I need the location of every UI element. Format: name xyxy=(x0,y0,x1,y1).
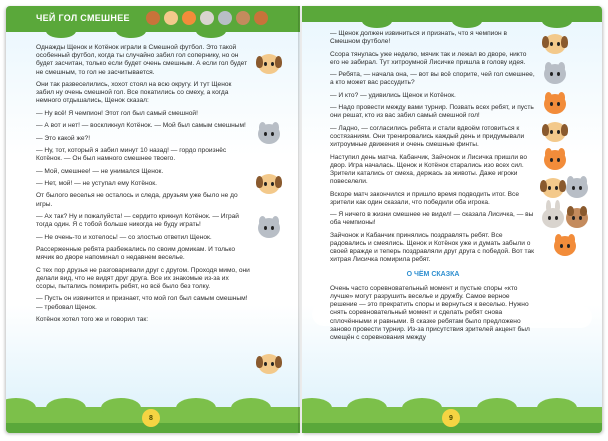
dog-icon xyxy=(164,11,178,25)
paragraph: Однажды Щенок и Котёнок играли в Смешной футбол. Это такой особенный футбол, когда ты случайно забил гол сопернику, но он будет засчитан, только если будет очень смешным. А если гол будет не смешным, то гол не засчитывается. xyxy=(36,44,248,76)
kitten-face-icon xyxy=(566,178,588,198)
house-icon xyxy=(254,11,268,25)
page-number: 8 xyxy=(142,409,160,427)
fox-face-icon xyxy=(554,236,576,256)
top-grass-banner xyxy=(302,6,602,22)
house-icon xyxy=(146,11,160,25)
puppy-face-icon xyxy=(542,178,564,198)
section-heading: О ЧЁМ СКАЗКА xyxy=(406,270,460,278)
paragraph: Наступил день матча. Кабанчик, Зайчонок и Лисичка пришли во двор. Игра началась. Щенок и Котёнок старались изо всех сил. Зрители катались от смеха, держась за животы. Даже игроки повеселели. xyxy=(330,153,528,186)
paragraph: Ссора тянулась уже неделю, мячик так и лежал во дворе, никто его не забирал. Тут хитроумной Лисичке пришла в голову идея. xyxy=(330,50,527,66)
puppy-face-icon xyxy=(544,122,566,142)
cat-icon xyxy=(218,11,232,25)
rabbit-face-icon xyxy=(542,208,564,228)
paragraph: — Пусть он извинится и признает, что мой гол был самым смешным! — требовал Щенок. xyxy=(36,295,248,311)
paragraph: Рассерженные ребята разбежались по своим домикам. И только мячик во дворе напоминал о недавнем веселье. xyxy=(36,245,236,262)
right-page-text xyxy=(330,30,536,346)
paragraph: — Щенок должен извиниться и признать, что я чемпион в Смешном футболе! xyxy=(330,30,507,46)
fox-face-icon xyxy=(544,94,566,114)
paragraph: Они так развеселились, хохот стоял на всю округу. И тут Щенок забил ну очень смешной гол. Все покатились со смеху, а когда немного отдышались, Щенок сказал: xyxy=(36,81,232,105)
paragraph: — Я ничего в жизни смешнее не видел! — сказала Лисичка, — вы оба чемпионы! xyxy=(330,211,534,227)
paragraph: Вскоре матч закончился и пришло время подводить итог. Все зрители как один сказали, что победили оба игрока. xyxy=(330,190,520,206)
fox-icon xyxy=(182,11,196,25)
boar-face-icon xyxy=(566,208,588,228)
paragraph: Котёнок хотел того же и говорил так: xyxy=(36,315,149,323)
left-page-text xyxy=(36,44,250,328)
paragraph: — Не очень-то и хотелось! — со злостью ответил Щенок. xyxy=(36,233,212,241)
paragraph: Очень часто соревновательный момент и пустые споры «кто лучше» могут разрушить веселье и дружбу. Самое верное решение — это прекратить споры и вернуться к веселью. Нужно снять соревновательный момент и сделать ребят снова сплочёнными и равными. В сказке ребятам было предложено заново провести турнир. Из-за присутствия зрителей акцент был смещён с соревнования между xyxy=(330,284,530,341)
puppy-face-icon xyxy=(258,54,280,74)
paragraph: С тех пор друзья не разговаривали друг с другом. Проходя мимо, они делали вид, что не видят друг друга. Все их знакомые из-за их ссоры, пытались помирить ребят, но всё было без толку. xyxy=(36,266,250,290)
kitten-face-icon xyxy=(544,64,566,84)
puppy-face-icon xyxy=(258,354,280,374)
left-page xyxy=(6,6,300,433)
right-page xyxy=(302,6,602,433)
paragraph: — Ах так? Ну и пожалуйста! — сердито крикнул Котёнок. — Играй тогда один. Я с тобой больше никогда не буду играть! xyxy=(36,212,239,229)
character-icons xyxy=(146,11,268,25)
boar-icon xyxy=(236,11,250,25)
paragraph: Зайчонок и Кабанчик принялись поздравлять ребят. Все радовались и смеялись. Щенок и Котёнок уже и думать забыли о своей вражде и теперь поздравляли друг друга с победой. Вот так хитрая Лисичка помирила ребят. xyxy=(330,231,535,264)
story-title: ЧЕЙ ГОЛ СМЕШНЕЕ xyxy=(36,13,130,23)
page-number: 9 xyxy=(442,409,460,427)
paragraph: — Ну, тот, который я забил минут 10 назад! — гордо произнёс Котёнок. — Он был намного смешнее твоего. xyxy=(36,146,227,163)
puppy-face-icon xyxy=(258,174,280,194)
paragraph: — А вот и нет! — воскликнул Котёнок. — Мой был самым смешным! xyxy=(36,122,246,130)
paragraph: — Это какой же?! xyxy=(36,134,91,142)
paragraph: — Ну всё! Я чемпион! Этот гол был самый смешной! xyxy=(36,109,198,117)
kitten-face-icon xyxy=(258,124,280,144)
paragraph: — Мой, смешнее! — не унимался Щенок. xyxy=(36,167,164,175)
kitten-face-icon xyxy=(258,218,280,238)
paragraph: — И кто? — удивились Щенок и Котёнок. xyxy=(330,91,456,99)
paragraph: — Ребята, — начала она, — вот вы всё спорите, чей гол смешнее, а кто может вас рассудить? xyxy=(330,71,535,87)
fox-face-icon xyxy=(544,150,566,170)
paragraph: — Ладно, — согласились ребята и стали вдвоём готовиться к состязаниям. Они тренировались каждый день и придумывали хитроумные движения и очень смешные финты. xyxy=(330,124,525,149)
paragraph: — Нет, мой! — не уступал ему Котёнок. xyxy=(36,179,158,187)
rabbit-icon xyxy=(200,11,214,25)
paragraph: От былого веселья не осталось и следа, друзьям уже было не до игры. xyxy=(36,192,238,208)
paragraph: — Надо провести между вами турнир. Позвать всех ребят, и пусть они решат, кто из вас забил самый смешной гол! xyxy=(330,104,534,120)
puppy-face-icon xyxy=(544,34,566,54)
